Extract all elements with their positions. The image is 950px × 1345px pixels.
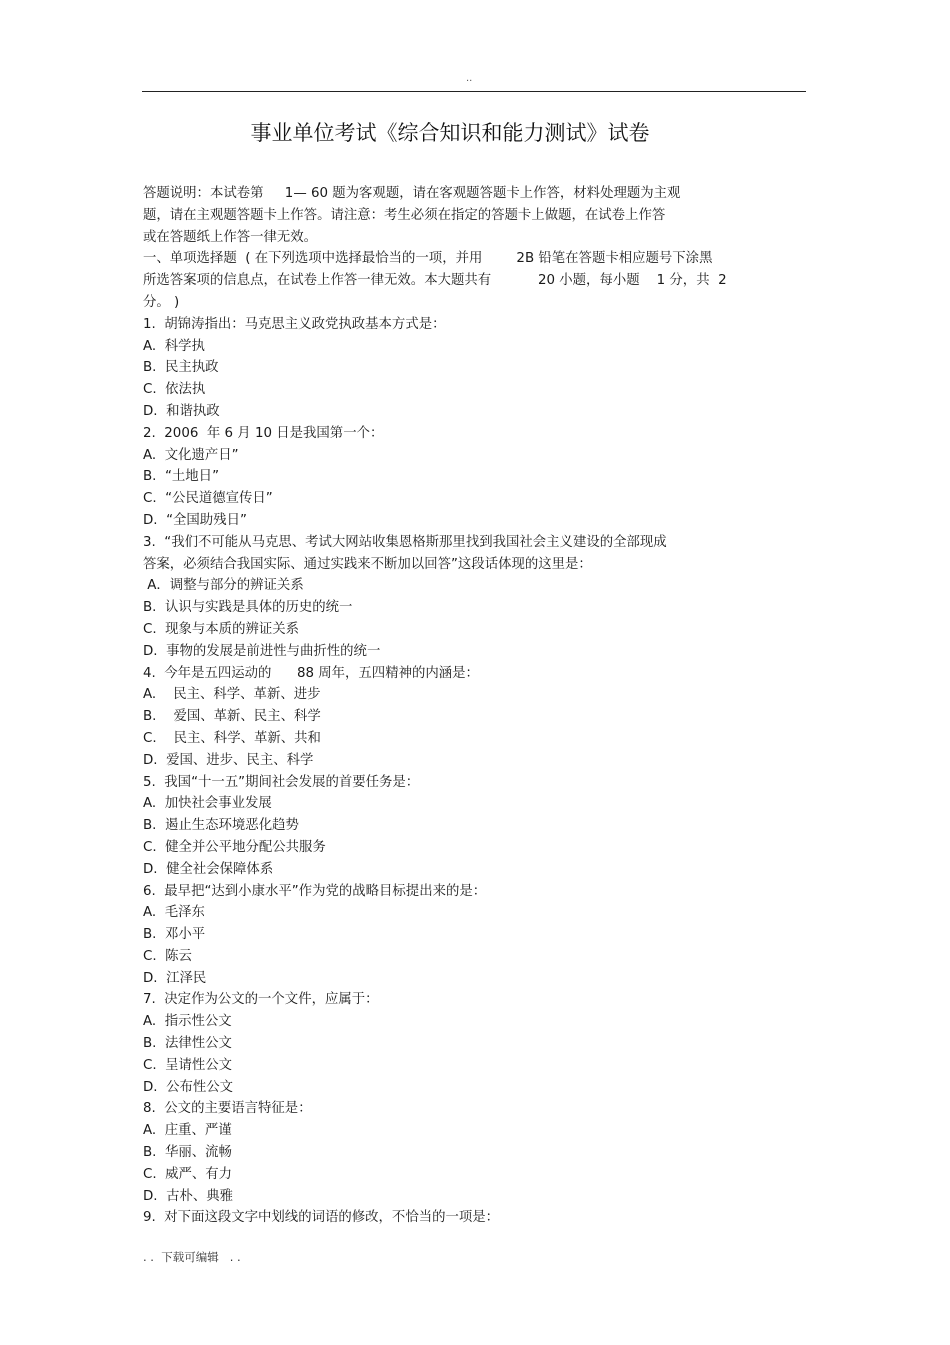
text-line: D. 事物的发展是前进性与曲折性的统一 [143,643,381,659]
text-line: D. 和谐执政 [143,403,220,419]
text-line: A. 庄重、严谨 [143,1123,232,1139]
text-line: B. 认识与实践是具体的历史的统一 [143,600,353,616]
text-line: B. 爱国、革新、民主、科学 [143,709,321,725]
text-line: B. 华丽、流畅 [143,1145,232,1161]
text-line: C. 现象与本质的辨证关系 [143,621,300,637]
text-line: D. 古朴、典雅 [143,1188,234,1204]
text-line: B. 邓小平 [143,927,206,943]
text-line: A. 加快社会事业发展 [143,796,272,812]
text-line: C. 依法执 [143,382,206,398]
text-line: A. 文化遗产日” [143,447,239,463]
text-line: B. 民主执政 [143,360,219,376]
text-line: 或在答题纸上作答一律无效。 [143,229,318,245]
text-line: 4. 今年是五四运动的 88 周年，五四精神的内涵是： [143,665,479,681]
text-line: B. “土地日” [143,469,220,485]
text-line: A. 民主、科学、革新、进步 [143,687,321,703]
text-line: B. 法律性公文 [143,1036,232,1052]
text-line: 答题说明：本试卷第 1— 60 题为客观题，请在客观题答题卡上作答，材料处理题为主观 [143,186,681,201]
text-line: C. 呈请性公文 [143,1057,233,1073]
text-line: 5. 我国“十一五”期间社会发展的首要任务是： [143,774,420,790]
text-line: C. 陈云 [143,948,192,964]
text-line: 8. 公文的主要语言特征是： [143,1101,312,1117]
text-line: C. “公民道德宣传日” [143,491,273,507]
text-line: 答案，必须结合我国实际、通过实践来不断加以回答”这段话体现的这里是： [143,556,592,572]
page-title: 事业单位考试《综合知识和能力测试》试卷 [250,121,650,145]
header-dots: .. [466,73,473,84]
text-line: B. 遏止生态环境恶化趋势 [143,818,299,834]
text-line: 2. 2006 年 6 月 10 日是我国第一个： [143,425,384,441]
text-line: 一、单项选择题 ( 在下列选项中选择最恰当的一项，并用 2B 铅笔在答题卡相应题号下涂黑 [143,251,713,267]
text-line: A. 毛泽东 [143,905,205,921]
text-line: D. “全国助残日” [143,512,247,528]
text-line: 题，请在主观题答题卡上作答。请注意：考生必须在指定的答题卡上做题，在试卷上作答 [143,207,666,223]
text-line: D. 江泽民 [143,970,207,986]
text-line: A. 科学执 [143,338,205,354]
text-line: 所选答案项的信息点，在试卷上作答一律无效。本大题共有 20 小题，每小题 1 分，共 2 [143,273,727,289]
text-line: D. 爱国、进步、民主、科学 [143,752,314,768]
header-rule [142,91,806,92]
text-line: D. 健全社会保障体系 [143,861,274,877]
text-line: 1. 胡锦涛指出：马克思主义政党执政基本方式是： [143,316,446,332]
text-line: C. 民主、科学、革新、共和 [143,730,321,746]
text-line: 6. 最早把“达到小康水平”作为党的战略目标提出来的是： [143,883,487,899]
text-line: 9. 对下面这段文字中划线的词语的修改，不恰当的一项是： [143,1210,500,1226]
text-line: 3. “我们不可能从马克思、考试大网站收集恩格斯那里找到我国社会主义建设的全部现成 [143,534,667,550]
text-line: A. 指示性公文 [143,1014,232,1030]
page-footer: . . 下载可编辑 . . [143,1250,241,1264]
exam-content [143,183,803,1229]
text-line: C. 健全并公平地分配公共服务 [143,839,326,855]
text-line: A．调整与部分的辨证关系 [143,578,304,594]
text-line: 7. 决定作为公文的一个文件，应属于： [143,992,379,1008]
text-line: D. 公布性公文 [143,1079,234,1095]
text-line: C. 威严、有力 [143,1166,233,1182]
text-line: 分。 ) [143,294,180,310]
